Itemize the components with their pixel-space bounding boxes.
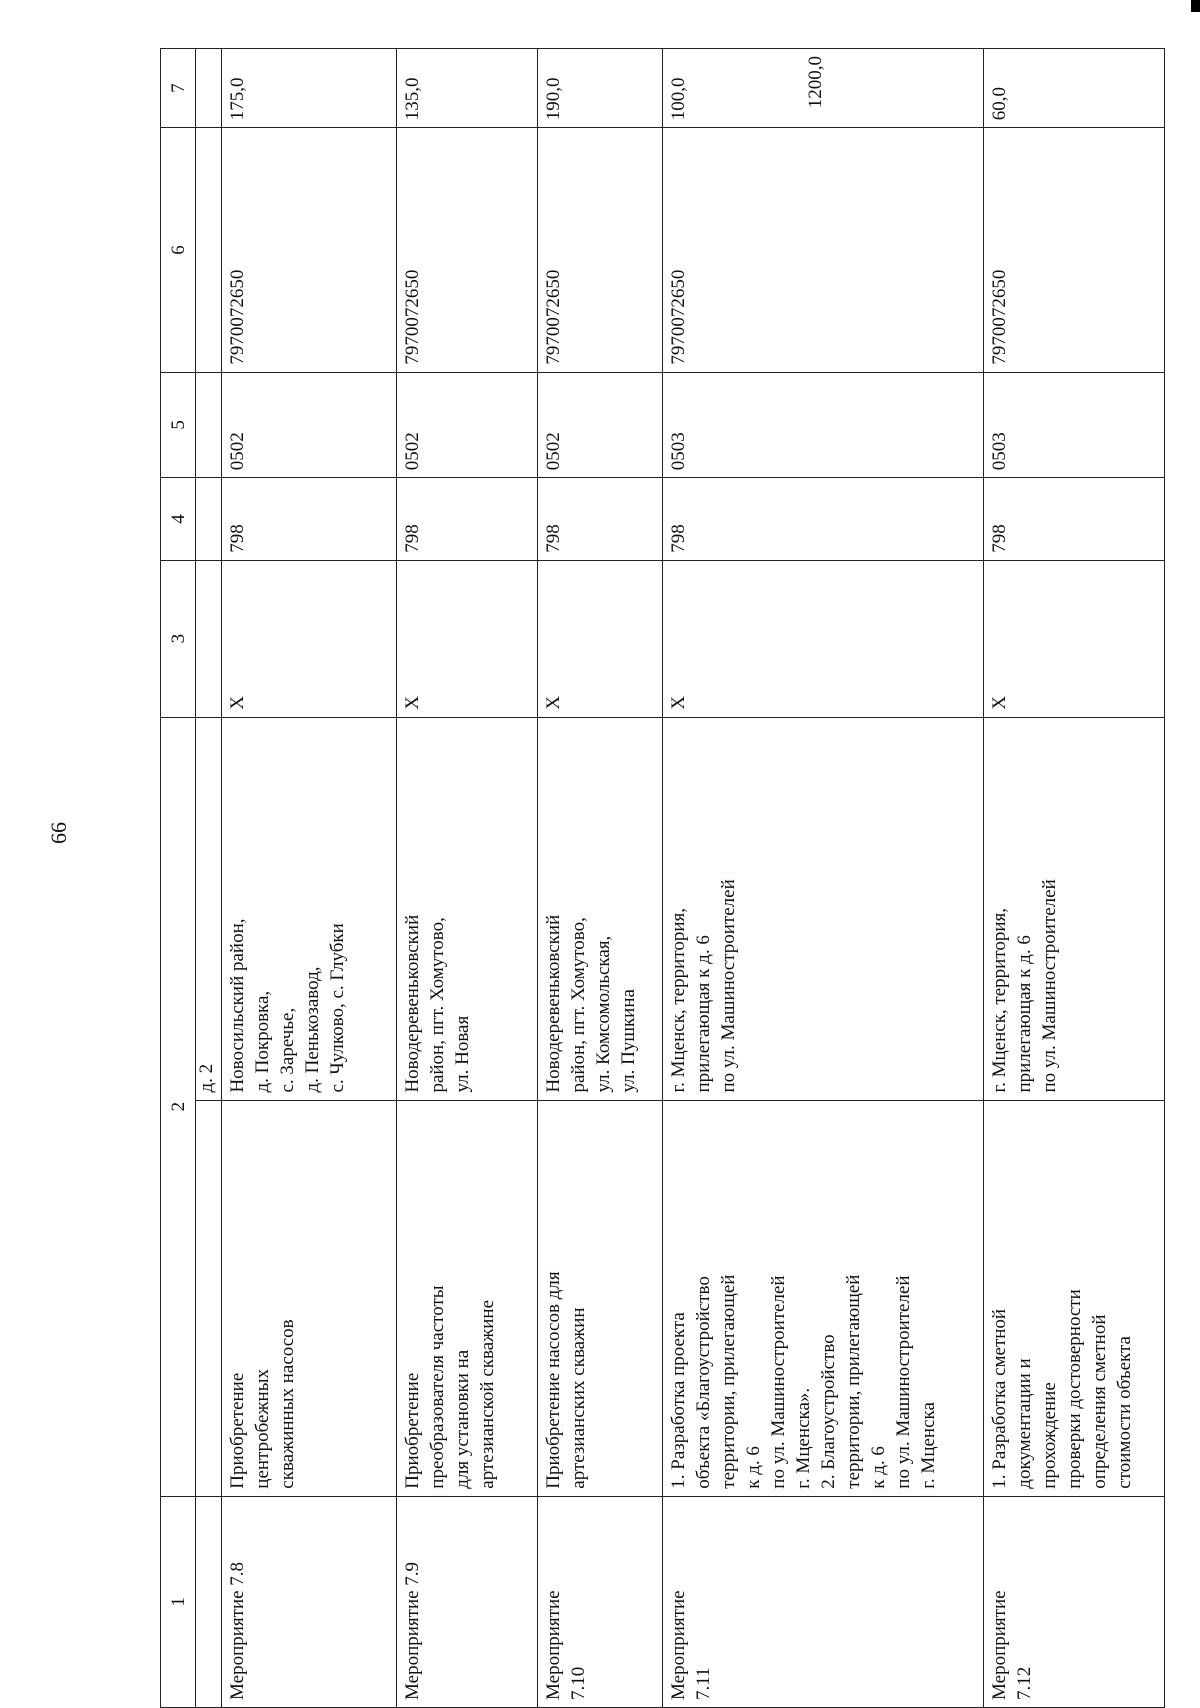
empty-cell <box>196 372 222 478</box>
continuation-address: д. 2 <box>196 717 222 1100</box>
description-cell: 1. Разработка сметной документации и прохождение проверки достоверности определения сметной стоимости объекта <box>983 1100 1164 1496</box>
col5-cell: 0503 <box>662 372 983 478</box>
address-cell: Новодеревеньковский район, пгт. Хомутово, ул. Новая <box>396 717 538 1100</box>
col4-cell: 798 <box>983 478 1164 561</box>
table-row <box>396 49 538 1708</box>
col4-cell: 798 <box>222 478 397 561</box>
event-cell: Мероприятие 7.11 <box>662 1496 983 1707</box>
col7-cell: 175,0 <box>222 49 397 128</box>
corner-mark <box>1191 0 1200 12</box>
page-number: 66 <box>46 822 71 844</box>
col-header-2: 2 <box>161 717 196 1496</box>
col7-cell: 190,0 <box>538 49 663 128</box>
event-cell: Мероприятие 7.12 <box>983 1496 1164 1707</box>
description-cell: 1. Разработка проекта объекта «Благоустройство территории, прилегающей к д. 6 по ул. Машиностроителей г. Мценска». 2. Благоустройство территории, прилегающей к д. 6 по ул. Машиностроителей г. Мценска <box>662 1100 983 1496</box>
address-cell: г. Мценск, территория, прилегающая к д. 6 по ул. Машиностроителей <box>983 717 1164 1100</box>
table-row <box>983 49 1164 1708</box>
col4-cell: 798 <box>538 478 663 561</box>
table-frame <box>160 48 1165 1708</box>
col6-cell: 7970072650 <box>538 128 663 372</box>
col7-value: 100,0 <box>667 77 689 121</box>
description-cell: Приобретение центробежных скважинных насосов <box>222 1100 397 1496</box>
col3-cell: X <box>662 560 983 717</box>
col3-cell: X <box>983 560 1164 717</box>
col5-cell: 0502 <box>396 372 538 478</box>
col7-cell: 60,0 <box>983 49 1164 128</box>
continuation-row <box>196 49 222 1708</box>
col-header-6: 6 <box>161 128 196 372</box>
col-header-1: 1 <box>161 1496 196 1707</box>
table-row <box>662 49 983 1708</box>
table-row <box>538 49 663 1708</box>
description-cell: Приобретение преобразователя частоты для установки на артезианской скважине <box>396 1100 538 1496</box>
col5-cell: 0502 <box>222 372 397 478</box>
col7-cell: 135,0 <box>396 49 538 128</box>
col7-second-value: 1200,0 <box>804 56 826 109</box>
col4-cell: 798 <box>662 478 983 561</box>
col6-cell: 7970072650 <box>662 128 983 372</box>
description-cell: Приобретение насосов для артезианских скважин <box>538 1100 663 1496</box>
col5-cell: 0502 <box>538 372 663 478</box>
col6-cell: 7970072650 <box>222 128 397 372</box>
address-cell: Новосильский район, д. Покровка, с. Заречье, д. Пенькозавод, с. Чулково, с. Глубки <box>222 717 397 1100</box>
empty-cell <box>196 1496 222 1707</box>
col4-cell: 798 <box>396 478 538 561</box>
col3-cell: X <box>222 560 397 717</box>
col-header-3: 3 <box>161 560 196 717</box>
col7-cell <box>662 49 983 128</box>
col6-cell: 7970072650 <box>983 128 1164 372</box>
col-header-7: 7 <box>161 49 196 128</box>
col5-cell: 0503 <box>983 372 1164 478</box>
empty-cell <box>196 478 222 561</box>
empty-cell <box>196 49 222 128</box>
event-cell: Мероприятие 7.9 <box>396 1496 538 1707</box>
col-header-4: 4 <box>161 478 196 561</box>
col6-cell: 7970072650 <box>396 128 538 372</box>
col3-cell: X <box>396 560 538 717</box>
empty-cell <box>196 560 222 717</box>
col-header-5: 5 <box>161 372 196 478</box>
budget-table <box>160 48 1165 1708</box>
event-cell: Мероприятие 7.8 <box>222 1496 397 1707</box>
address-cell: Новодеревеньковский район, пгт. Хомутово, ул. Комсомольская, ул. Пушкина <box>538 717 663 1100</box>
address-cell: г. Мценск, территория, прилегающая к д. 6 по ул. Машиностроителей <box>662 717 983 1100</box>
table-header <box>161 49 196 1708</box>
col3-cell: X <box>538 560 663 717</box>
empty-cell <box>196 1100 222 1496</box>
table-row <box>222 49 397 1708</box>
event-cell: Мероприятие 7.10 <box>538 1496 663 1707</box>
empty-cell <box>196 128 222 372</box>
